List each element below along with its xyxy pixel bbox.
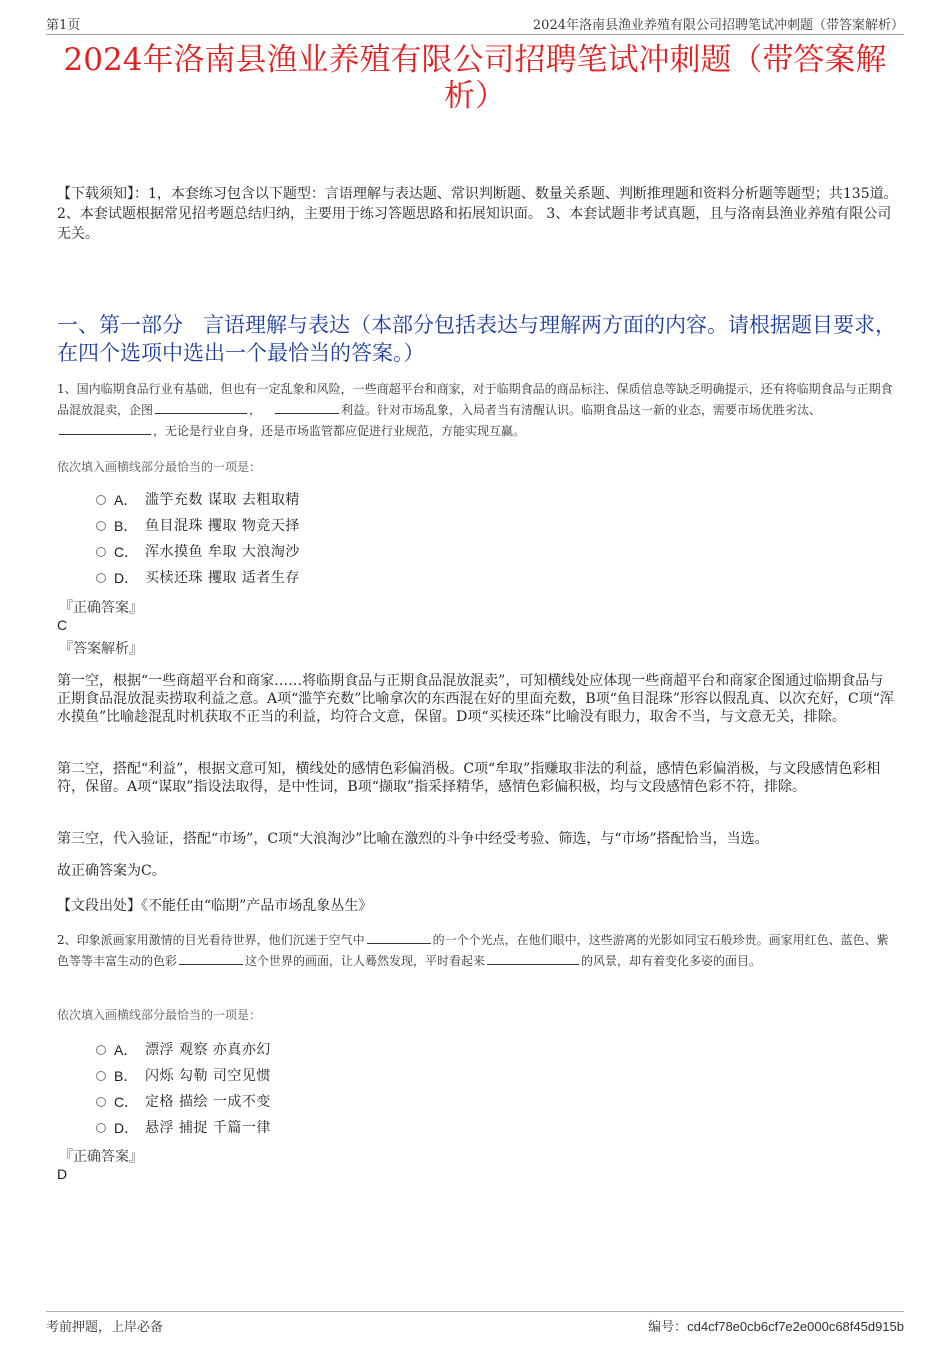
document-title	[60, 42, 890, 114]
header-doc-title: 2024年洛南县渔业养殖有限公司招聘笔试冲刺题（带答案解析）	[532, 18, 904, 33]
question-1-prompt: 依次填入画横线部分最恰当的一项是：	[57, 460, 262, 474]
analysis-paragraph-2: 第二空，搭配“利益”，根据文意可知，横线处的感情色彩偏消极。C项“牟取”指赚取非法的利益，感情色彩偏消极，与文段感情色彩相符，保留。A项“谋取”指设法取得，是中性词，B项“撷取”指采择精华，感情色彩偏积极，均与文段感情色彩不符，排除。	[57, 761, 881, 795]
page-footer	[46, 1311, 904, 1336]
radio-icon[interactable]	[96, 1097, 106, 1107]
code-label: 编号：	[648, 1320, 688, 1335]
fill-blank	[275, 400, 339, 414]
correct-answer: C	[57, 617, 68, 633]
code-value: cd4cf78e0cb6cf7e2e000c68f45d915b	[687, 1319, 904, 1334]
question-1-text: 1、国内临期食品行业有基础，但也有一定乱象和风险，一些商超平台和商家，对于临期食品的商品标注、保质信息等缺乏明确提示，还有将临期食品与正期食品混放混卖，企图 ， 利益。针对市场乱象，入局者当有清醒认识。临期食品这一新的业态，需要市场优胜劣汰、，无论是行业自身，还是市场监管都应促进行业规范，方能实现互赢。	[57, 382, 893, 438]
download-notice: 【下载须知】：1，本套练习包含以下题型：言语理解与表达题、常识判断题、数量关系题、判断推理题和资料分析题等题型；共135道。 2、本套试题根据常见招考题总结归纳，主要用于练习答题思路和拓展知识面。 3、本套试题非考试真题，且与洛南县渔业养殖有限公司无关。	[57, 186, 898, 242]
title-line-1: 2024年洛南县渔业养殖有限公司招聘笔试冲刺题（带答案解	[63, 42, 887, 78]
footer-slogan: 考前押题，上岸必备	[46, 1320, 164, 1335]
fill-blank	[59, 421, 151, 435]
fill-blank	[155, 400, 247, 414]
radio-icon[interactable]	[96, 1071, 106, 1081]
correct-answer-label: 『正确答案』	[59, 600, 143, 616]
radio-icon[interactable]	[96, 573, 106, 583]
fill-blank	[179, 951, 243, 965]
analysis-label: 『答案解析』	[59, 641, 143, 657]
fill-blank	[367, 930, 431, 944]
title-line-2: 析）	[444, 78, 506, 114]
radio-icon[interactable]	[96, 1045, 106, 1055]
section-title: 言语理解与表达（本部分包括表达与理解两方面的内容。请根据题目要求，在四个选项中选出一个最恰当的答案。）	[57, 313, 896, 365]
radio-icon[interactable]	[96, 495, 106, 505]
analysis-paragraph-3: 第三空，代入验证，搭配“市场”，C项“大浪淘沙”比喻在激烈的斗争中经受考验、筛选，与“市场”搭配恰当，当选。	[57, 831, 769, 847]
radio-icon[interactable]	[96, 521, 106, 531]
radio-icon[interactable]	[96, 547, 106, 557]
document-code	[648, 1316, 904, 1335]
section-heading	[57, 311, 898, 367]
question-2-prompt: 依次填入画横线部分最恰当的一项是：	[57, 1008, 262, 1022]
radio-icon[interactable]	[96, 1123, 106, 1133]
passage-source: 【文段出处】《不能任由“临期”产品市场乱象丛生》	[57, 898, 373, 914]
question-2-text: 2、印象派画家用激情的目光看待世界，他们沉迷于空气中 的一个个光点，在他们眼中，这些游离的光影如同宝石般珍贵。画家用红色、蓝色、紫色等等丰富生动的色彩 这个世界的画面，让人蓦然发现，平时看起来 的风景，却有着变化多姿的面目。	[57, 930, 898, 972]
page-number: 第1页	[46, 18, 81, 33]
correct-answer-label: 『正确答案』	[59, 1149, 143, 1165]
page-header	[46, 12, 904, 35]
analysis-conclusion: 故正确答案为C。	[57, 863, 166, 879]
section-part: 一、第一部分	[57, 313, 183, 337]
analysis-paragraph-1: 第一空，根据“一些商超平台和商家……将临期食品与正期食品混放混卖”，可知横线处应体现一些商超平台和商家企图通过临期食品与正期食品混放混卖捞取利益之意。A项“滥竽充数”比喻拿次的东西混在好的里面充数，B项“鱼目混珠”形容以假乱真、以次充好，C项“浑水摸鱼”比喻趁混乱时机获取不正当的利益，均符合文意，保留。D项“买椟还珠”比喻没有眼力，取舍不当，与文意无关，排除。	[57, 673, 894, 725]
fill-blank	[487, 951, 579, 965]
correct-answer: D	[57, 1166, 68, 1182]
